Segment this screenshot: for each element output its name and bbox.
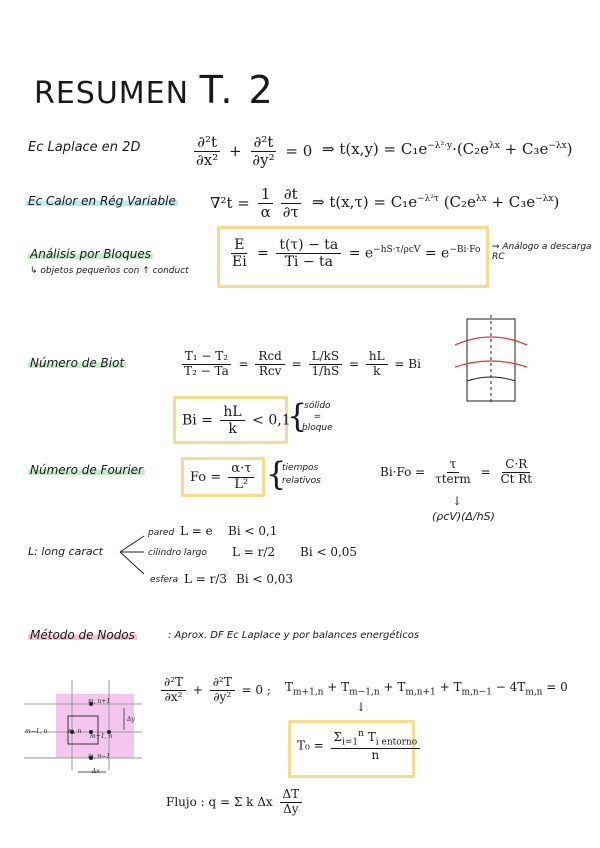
grid-label-bottom: m, n−1	[88, 753, 111, 760]
nodos-box: T₀ = $\frac{\Sigma_{i=1}^n T_{i entorno}}{n}$	[288, 720, 415, 778]
grid-label-center: m, n	[68, 728, 82, 735]
nodos-laplace-eq: $\frac{\text{∂²T}}{\text{∂x²}}$ + $\frac{\text{∂²T}}{\text{∂y²}}$ = 0 ;	[158, 676, 271, 705]
laplace-equation: $\frac{\text{∂²t}}{\text{∂x²}}$ + $\frac{\text{∂²t}}{\text{∂y²}}$ = 0	[196, 133, 313, 170]
bloques-sub: ↳ objetos pequeños con ↑ conduct	[30, 266, 189, 276]
lcar-shape-pared: pared	[148, 528, 175, 538]
calor-solution: ⇒ $t(x,\tau) = C_1e^{-\lambda^2\tau}$ $(C_2e^{\lambda x} + C_3e^{-\lambda x})$	[312, 193, 560, 211]
fourier-under: (ρcV)(Δ/hS)	[432, 510, 495, 523]
lcar-cond-pared: Bi < 0,1	[228, 524, 278, 538]
nodos-flujo: Flujo : q = Σ k Δx $\frac{\Delta T}{\Delta y}$	[166, 788, 305, 817]
grid-label-dy: Δy	[127, 716, 135, 723]
biot-chain: $\frac{\text{T₁ − T₂}}{\text{T₂ − Ta}}$ = $\frac{\text{Rcd}}{\text{Rcv}}$ = $\frac{L/kS}{1/hS}$ = $\frac{hL}{k}$ = Bi	[178, 350, 421, 379]
grid-label-left: m−1, n	[25, 728, 48, 735]
nodos-arrow: ↓	[356, 700, 367, 714]
lcar-L-cilindro: L = r/2	[232, 545, 276, 559]
grid-label-dx: Δx	[92, 768, 100, 775]
lcar-cond-cilindro: Bi < 0,05	[300, 545, 358, 559]
page-title: RESUMEN T. 2	[34, 68, 275, 112]
fourier-brace: {	[266, 455, 287, 493]
bloques-label: Análisis por Bloques	[30, 247, 151, 261]
calor-label: Ec Calor en Rég Variable	[28, 194, 176, 208]
lcar-label: L: long caract	[28, 545, 103, 558]
biot-box: Bi = $\frac{hL}{k}$ < 0,1	[173, 396, 288, 444]
biot-label: Número de Biot	[30, 356, 125, 370]
nodos-difference-eq: $T_{m+1,n} + T_{m-1,n} + T_{m,n+1} + T_{m,n-1} - 4T_{m,n} = 0$	[285, 680, 568, 698]
lcar-L-pared: L = e	[180, 524, 213, 538]
lcar-shape-cilindro: cilindro largo	[148, 548, 207, 558]
lcar-shape-esfera: esfera	[150, 575, 179, 585]
lcar-L-esfera: L = r/3	[184, 572, 228, 586]
nodos-desc: : Aprox. DF Ec Laplace y por balances energéticos	[168, 630, 420, 641]
fourier-brace-text: tiempos relativos	[282, 463, 321, 486]
calor-equation: ∇²t = $\frac{1}{\alpha}$ $\frac{\partial t}{\partial\tau}$	[210, 185, 299, 222]
fourier-relation: Bi·Fo = $\frac{\tau}{\text{τterm}}$ = $\frac{C\cdot R}{\text{Ct Rt}}$	[380, 457, 533, 486]
lcar-branch-arrows	[118, 530, 148, 580]
nodos-label: Método de Nodos	[30, 628, 135, 642]
lcar-cond-esfera: Bi < 0,03	[236, 572, 294, 586]
down-arrow: ↓	[452, 494, 463, 508]
fourier-box: Fo = $\frac{\alpha\cdot\tau}{\text{L²}}$	[181, 457, 265, 497]
biot-brace: {	[287, 397, 308, 435]
laplace-label: Ec Laplace en 2D	[28, 140, 141, 155]
grid-label-right: m+1, n	[90, 733, 113, 740]
laplace-solution: ⇒ $t(x,y) = C_1e^{-\lambda^2\cdot y}\cdot(C_2e^{\lambda x} + C_3e^{-\lambda x})$	[322, 140, 573, 158]
grid-label-top: m, n+1	[88, 698, 111, 705]
fourier-label: Número de Fourier	[30, 463, 143, 477]
bloques-formula-box: $\frac{E}{Ei}$ = $\frac{t(\tau) - ta}{Ti - ta}$ = $e^{-hS\cdot\tau/\rho cV} = e^{-Bi\cdot Fo}$	[217, 226, 489, 288]
bloques-note: ⇝ Análogo a descarga RC	[492, 242, 592, 262]
biot-brace-text: sólido = bloque	[302, 401, 333, 433]
wall-temperature-sketch	[455, 315, 535, 405]
